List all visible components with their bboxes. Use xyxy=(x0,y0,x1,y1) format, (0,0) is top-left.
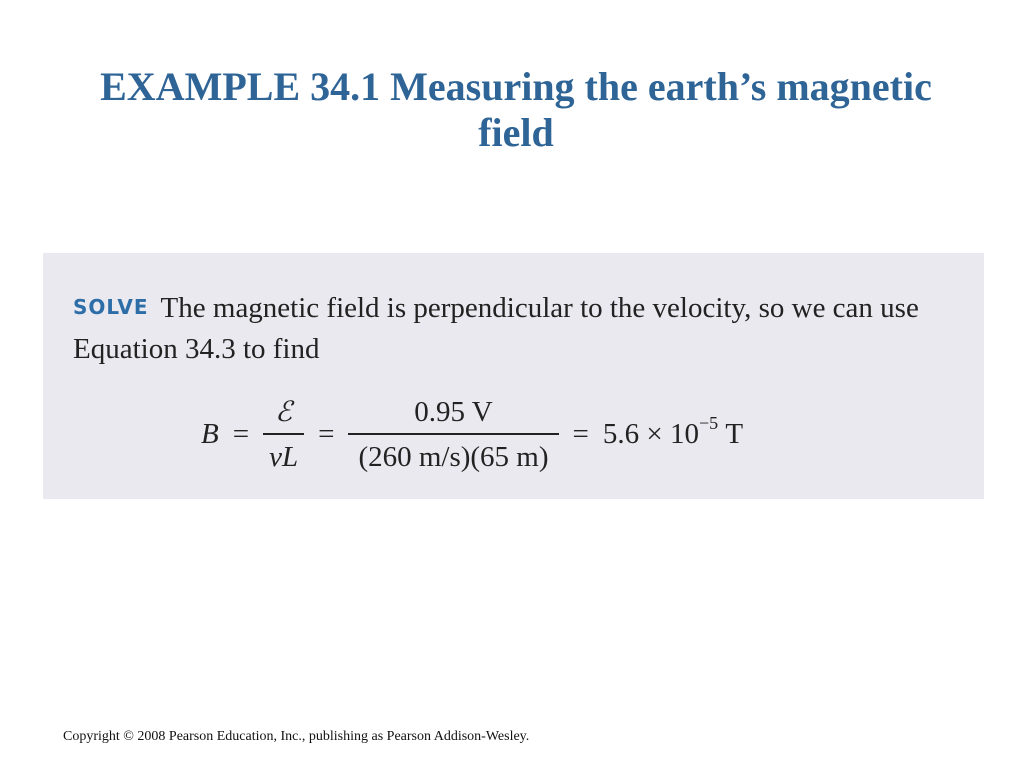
speed-length-denominator: (260 m/s)(65 m) xyxy=(348,433,558,475)
emf-over-vl-fraction xyxy=(263,394,304,475)
solve-label: SOLVE xyxy=(73,295,149,319)
result-mantissa: 5.6 × 10 xyxy=(602,417,699,450)
solve-paragraph xyxy=(73,287,963,370)
copyright-notice: Copyright © 2008 Pearson Education, Inc., publishing as Pearson Addison-Wesley. xyxy=(63,729,530,744)
solution-panel xyxy=(43,253,984,499)
equation-lhs: B xyxy=(201,417,219,450)
equals-sign-2: = xyxy=(318,417,335,450)
numeric-fraction xyxy=(348,394,558,475)
solve-body-text: The magnetic field is perpendicular to the velocity, so we can use Equation 34.3 to find xyxy=(73,292,919,365)
vl-denominator: vL xyxy=(263,433,304,475)
equals-sign-1: = xyxy=(232,417,250,450)
result-value xyxy=(602,412,744,451)
magnetic-field-equation xyxy=(201,389,743,479)
result-exponent: −5 xyxy=(699,412,719,433)
result-unit: T xyxy=(725,417,744,450)
equals-sign-3: = xyxy=(572,417,589,450)
slide-title: EXAMPLE 34.1 Measuring the earth’s magnetic field xyxy=(100,64,932,155)
voltage-numerator: 0.95 V xyxy=(414,395,493,428)
emf-numerator: ℰ xyxy=(275,394,293,428)
